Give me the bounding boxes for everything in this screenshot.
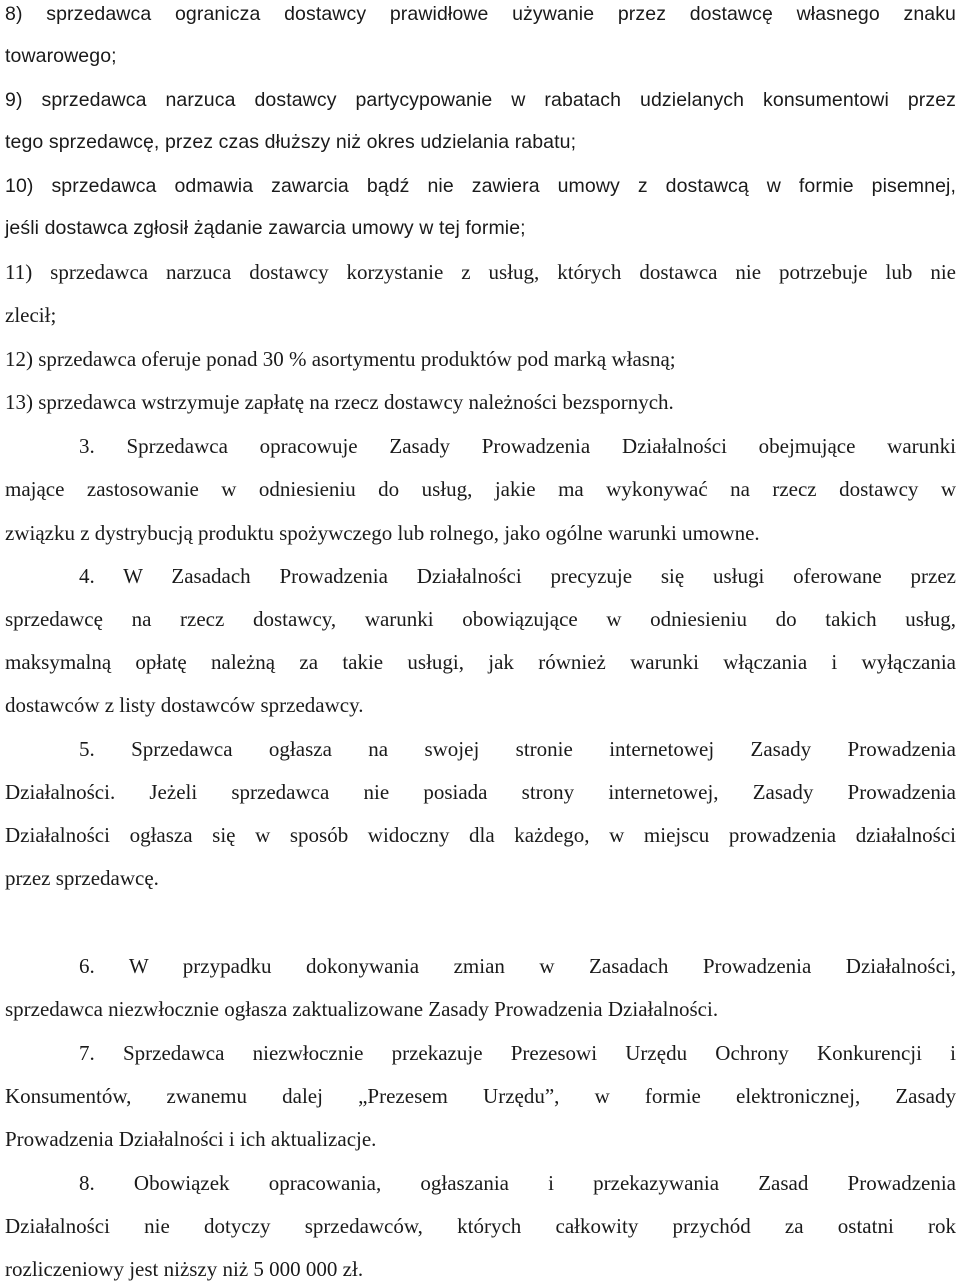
item-11-line-2: zlecił; [5,303,57,327]
paragraph-5-line-1: 5. Sprzedawca ogłasza na swojej stronie internetowej Zasady Prowadzenia [79,737,956,761]
paragraph-4-line-4: dostawców z listy dostawców sprzedawcy. [5,693,364,717]
item-13-line-1: 13) sprzedawca wstrzymuje zapłatę na rzecz dostawcy należności bezspornych. [5,390,674,414]
paragraph-5-line-3: Działalności ogłasza się w sposób widoczny dla każdego, w miejscu prowadzenia działalności [5,823,956,847]
paragraph-3-line-2: mające zastosowanie w odniesieniu do usług, jakie ma wykonywać na rzecz dostawcy w [5,477,956,501]
paragraph-4-line-1: 4. W Zasadach Prowadzenia Działalności precyzuje się usługi oferowane przez [79,564,956,588]
paragraph-5-line-2: Działalności. Jeżeli sprzedawca nie posiada strony internetowej, Zasady Prowadzenia [5,780,956,804]
item-10-line-2: jeśli dostawca zgłosił żądanie zawarcia umowy w tej formie; [5,217,526,239]
item-12-line-1: 12) sprzedawca oferuje ponad 30 % asortymentu produktów pod marką własną; [5,347,676,371]
item-9-line-2: tego sprzedawcę, przez czas dłuższy niż okres udzielania rabatu; [5,131,577,153]
paragraph-3-line-3: związku z dystrybucją produktu spożywczego lub rolnego, jako ogólne warunki umowne. [5,521,760,545]
paragraph-8-line-1: 8. Obowiązek opracowania, ogłaszania i przekazywania Zasad Prowadzenia [79,1171,956,1195]
item-11-line-1: 11) sprzedawca narzuca dostawcy korzystanie z usług, których dostawca nie potrzebuje lub nie [5,260,956,284]
paragraph-4-line-2: sprzedawcę na rzecz dostawcy, warunki obowiązujące w odniesieniu do takich usług, [5,607,956,631]
paragraph-3-line-1: 3. Sprzedawca opracowuje Zasady Prowadzenia Działalności obejmujące warunki [79,434,956,458]
paragraph-7-line-2: Konsumentów, zwanemu dalej „Prezesem Urzędu”, w formie elektronicznej, Zasady [5,1084,956,1108]
item-9-line-1: 9) sprzedawca narzuca dostawcy partycypowanie w rabatach udzielanych konsumentowi przez [5,89,956,111]
paragraph-8-line-2: Działalności nie dotyczy sprzedawców, których całkowity przychód za ostatni rok [5,1214,956,1238]
paragraph-5-line-4: przez sprzedawcę. [5,866,159,890]
paragraph-8-line-3: rozliczeniowy jest niższy niż 5 000 000 zł. [5,1257,364,1281]
paragraph-7-line-3: Prowadzenia Działalności i ich aktualizacje. [5,1127,377,1151]
paragraph-6-line-1: 6. W przypadku dokonywania zmian w Zasadach Prowadzenia Działalności, [79,954,956,978]
paragraph-7-line-1: 7. Sprzedawca niezwłocznie przekazuje Prezesowi Urzędu Ochrony Konkurencji i [79,1041,956,1065]
item-8-line-2: towarowego; [5,45,117,67]
item-10-line-1: 10) sprzedawca odmawia zawarcia bądź nie zawiera umowy z dostawcą w formie pisemnej, [5,175,956,197]
item-8-line-1: 8) sprzedawca ogranicza dostawcy prawidłowe używanie przez dostawcę własnego znaku [5,3,956,25]
paragraph-4-line-3: maksymalną opłatę należną za takie usługi, jak również warunki włączania i wyłączania [5,650,956,674]
paragraph-6-line-2: sprzedawca niezwłocznie ogłasza zaktualizowane Zasady Prowadzenia Działalności. [5,997,719,1021]
